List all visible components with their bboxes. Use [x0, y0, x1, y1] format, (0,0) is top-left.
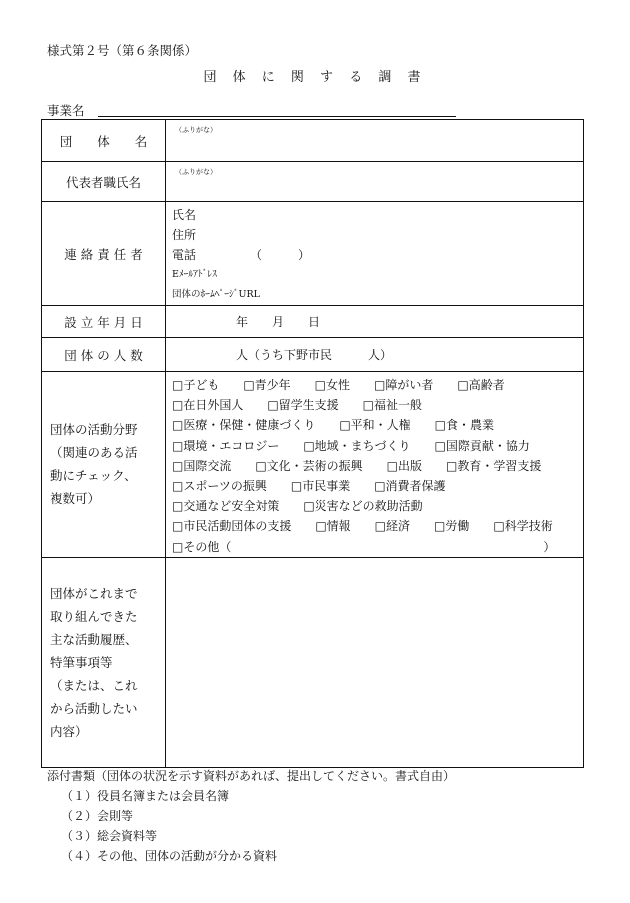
- contact-person-field[interactable]: [166, 202, 584, 306]
- contact-address-line: 住所: [172, 228, 197, 242]
- founding-date-field[interactable]: [166, 306, 584, 338]
- member-count-value: 人（うち下野市民 人）: [236, 348, 393, 362]
- activity-label-line: 団体の活動分野: [50, 422, 138, 438]
- contact-person-label: 連 絡 責 任 者: [42, 202, 166, 306]
- activity-checkbox-row[interactable]: □その他（ ）: [172, 539, 556, 554]
- activity-history-field[interactable]: [166, 557, 584, 767]
- activity-checkbox-row[interactable]: □スポーツの振興 □市民事業 □消費者保護: [172, 479, 446, 494]
- attachment-item: （３）総会資料等: [61, 829, 158, 843]
- contact-name-line: 氏名: [172, 208, 197, 222]
- activity-checkbox-row[interactable]: □在日外国人 □留学生支援 □福祉一般: [172, 398, 423, 413]
- form-number: 様式第２号（第６条関係）: [47, 43, 198, 58]
- member-count-field[interactable]: [166, 338, 584, 372]
- furigana-label: （ふりがな）: [175, 168, 217, 176]
- attachment-item: （１）役員名簿または会員名簿: [61, 789, 230, 803]
- activity-label-line: 動にチェック、: [50, 468, 137, 484]
- activity-checkbox-row[interactable]: □環境・エコロジー □地域・まちづくり □国際貢献・協力: [172, 438, 530, 453]
- document-title: 団 体 に 関 す る 調 書: [203, 70, 427, 85]
- activity-checkbox-row[interactable]: □子ども □青少年 □女性 □障がい者 □高齢者: [172, 378, 505, 392]
- activity-field-checkboxes: [166, 372, 584, 558]
- project-name-field[interactable]: [98, 116, 456, 117]
- founding-date-value: 年 月 日: [236, 315, 321, 329]
- founding-date-label: 設 立 年 月 日: [42, 306, 166, 338]
- attachment-item: （４）その他、団体の活動が分かる資料: [61, 849, 278, 863]
- contact-email-line: Eﾒｰﾙｱﾄﾞﾚｽ: [172, 269, 217, 280]
- activity-checkbox-row[interactable]: □国際交流 □文化・芸術の振興 □出版 □教育・学習支援: [172, 458, 542, 473]
- member-count-label: 団 体 の 人 数: [42, 338, 166, 372]
- contact-phone-line: 電話 （ ）: [172, 248, 311, 262]
- activity-history-label: [42, 557, 166, 767]
- history-label-line: （または、これ: [50, 677, 138, 693]
- activity-checkbox-row[interactable]: □市民活動団体の支援 □情報 □経済 □労働 □科学技術: [172, 519, 553, 534]
- representative-field[interactable]: [166, 162, 584, 202]
- history-label-line: 主な活動履歴、: [50, 631, 138, 647]
- group-name-field[interactable]: [166, 120, 584, 162]
- group-name-label: 団 体 名: [42, 120, 166, 162]
- attachment-item: （２）会則等: [61, 809, 134, 823]
- activity-label-line: （関連のある活: [50, 445, 138, 461]
- activity-field-label: [42, 372, 166, 558]
- representative-label: 代表者職氏名: [42, 162, 166, 202]
- project-name-label: 事業名: [47, 103, 85, 118]
- activity-label-line: 複数可）: [50, 491, 101, 507]
- history-label-line: 内容）: [50, 723, 88, 739]
- furigana-label: （ふりがな）: [175, 126, 217, 134]
- attachments-section: [47, 766, 455, 866]
- activity-checkbox-row[interactable]: □医療・保健・健康づくり □平和・人権 □食・農業: [172, 418, 495, 433]
- contact-homepage-line: 団体のﾎｰﾑﾍﾟｰｼﾞURL: [172, 289, 260, 300]
- activity-checkbox-row[interactable]: □交通など安全対策 □災害などの救助活動: [172, 499, 423, 514]
- history-label-line: 団体がこれまで: [50, 585, 138, 601]
- attachments-heading: 添付書類（団体の状況を示す資料があれば、提出してください。書式自由）: [47, 769, 456, 783]
- history-label-line: から活動したい: [50, 700, 138, 716]
- survey-table: [41, 119, 584, 768]
- history-label-line: 特筆事項等: [50, 654, 113, 670]
- history-label-line: 取り組んできた: [50, 608, 138, 624]
